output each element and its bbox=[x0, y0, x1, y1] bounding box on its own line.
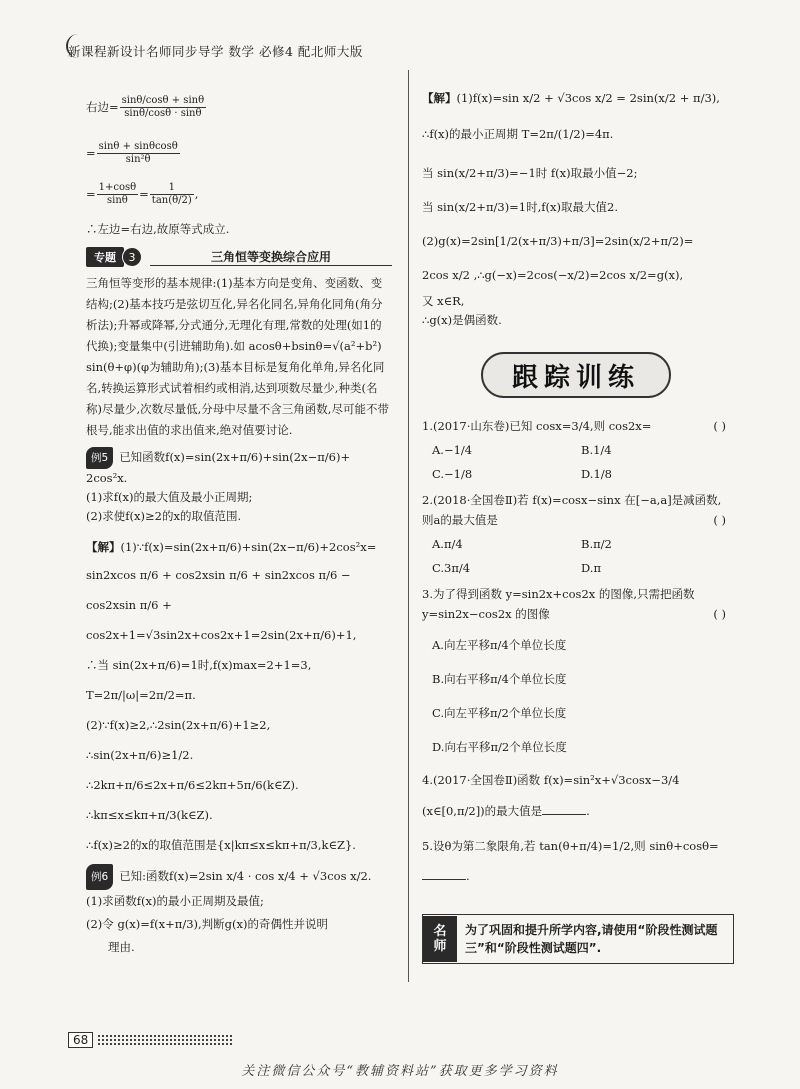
question-3-stem: 3.为了得到函数 y=sin2x+cos2x 的图像,只需把函数 y=sin2x−cos2x 的图像 bbox=[422, 587, 695, 621]
example-5-q2: (2)求使f(x)≥2的x的取值范围. bbox=[86, 509, 242, 523]
example-6-solution-tag: 【解】 bbox=[422, 91, 457, 105]
running-header: 新课程新设计名师同步导学 数学 必修4 配北师大版 bbox=[68, 44, 363, 59]
dotted-bar bbox=[97, 1034, 234, 1046]
example-6-sol-l2: ∴f(x)的最小正周期 T=2π/(1/2)=4π. bbox=[422, 127, 614, 141]
footer-watermark: 关注微信公众号“教辅资料站”获取更多学习资料 bbox=[241, 1064, 559, 1079]
example-6-q2: (2)令 g(x)=f(x+π/3),判断g(x)的奇偶性并说明 bbox=[86, 917, 328, 931]
option-d: D.1/8 bbox=[581, 467, 612, 481]
example-6-sol-l8: ∴g(x)是偶函数. bbox=[422, 313, 502, 327]
example-5-s8: ∴2kπ+π/6≤2x+π/6≤2kπ+5π/6(k∈Z). bbox=[86, 778, 299, 792]
proof-fraction-1: $\frac{\sin\theta/\cos\theta + \sin\theta}{\sin\theta/\cos\theta \cdot \sin\theta}$ bbox=[121, 94, 205, 119]
question-3 bbox=[422, 584, 730, 764]
answer-paren: ( ) bbox=[713, 513, 726, 527]
answer-paren: ( ) bbox=[713, 419, 726, 433]
tracking-practice-title: 跟踪训练 bbox=[481, 352, 671, 398]
question-2-stem: 2.(2018·全国卷Ⅱ)若 f(x)=cosx−sinx 在[−a,a]是减函数,则a的最大值是 bbox=[422, 493, 722, 527]
example-5-solution-tag: 【解】 bbox=[86, 540, 121, 554]
answer-paren: ( ) bbox=[713, 607, 726, 621]
question-1 bbox=[422, 416, 730, 484]
example-5-s4: ∴当 sin(2x+π/6)=1时,f(x)max=2+1=3, bbox=[86, 658, 312, 672]
example-6-sol-l4: 当 sin(x/2+π/3)=1时,f(x)取最大值2. bbox=[422, 200, 618, 214]
option-b: B.π/2 bbox=[581, 537, 612, 551]
example-6-q2-cont: 理由. bbox=[108, 940, 135, 954]
option-b: B.1/4 bbox=[581, 443, 612, 457]
option-c: C.向左平移π/2个单位长度 bbox=[432, 706, 567, 720]
option-a: A.π/4 bbox=[432, 537, 463, 551]
teacher-tip-box bbox=[422, 914, 734, 964]
right-column bbox=[422, 80, 730, 888]
proof-conclusion: ∴左边=右边,故原等式成立. bbox=[86, 222, 230, 236]
proof-fraction-2: $\frac{\sin\theta + \sin\theta\cos\theta}{\text{sin²θ}}$ bbox=[98, 140, 178, 165]
option-d: D.向右平移π/2个单位长度 bbox=[432, 740, 567, 754]
example-5-s3: cos2x+1=√3sin2x+cos2x+1=2sin(2x+π/6)+1, bbox=[86, 628, 357, 642]
page-number-bar bbox=[68, 1030, 234, 1050]
section-intro: 三角恒等变形的基本规律:(1)基本方向是变角、变函数、变结构;(2)基本技巧是弦切互化,异名化同名,异角化同角(角分析法);升幂或降幂,分式通分,无理化有理,常数的处理(如1的代换);变量集中(引进辅助角).如 acosθ+bsinθ=√(a²+b²) sin(θ+φ)(φ为辅助角);(3)基本目标是复角化单角,异名化同名,转换运算形式试着相约或相消,达到项数尽量少,种类(名称)尽量少,次数尽量低,分母中尽量不含三角函数,尽可能不带根号,能求出值的求出值来,绝对值要讨论. bbox=[86, 276, 389, 437]
example-5-s1: (1)∵f(x)=sin(2x+π/6)+sin(2x−π/6)+2cos²x= bbox=[120, 540, 377, 554]
example-5 bbox=[86, 447, 392, 860]
option-c: C.3π/4 bbox=[432, 561, 471, 575]
section-title: 三角恒等变换综合应用 bbox=[150, 248, 392, 266]
option-a: A.−1/4 bbox=[432, 443, 473, 457]
example-5-s10: ∴f(x)≥2的x的取值范围是{x|kπ≤x≤kπ+π/3,k∈Z}. bbox=[86, 838, 356, 852]
proof-fraction-4: $\frac{1}{\tan(\theta/2)}$ bbox=[151, 181, 192, 206]
answer-blank bbox=[422, 879, 466, 880]
question-5-stem: 5.设θ为第二象限角,若 tan(θ+π/4)=1/2,则 sinθ+cosθ= bbox=[422, 839, 719, 853]
teacher-tip-text: 为了巩固和提升所学内容,请使用“阶段性测试题三”和“阶段性测试题四”. bbox=[465, 923, 718, 955]
example-5-s6: (2)∵f(x)≥2,∴2sin(2x+π/6)+1≥2, bbox=[86, 718, 271, 732]
teacher-badge: 名 师 bbox=[423, 916, 457, 962]
question-4-stem: 4.(2017·全国卷Ⅱ)函数 f(x)=sin²x+√3cosx−3/4 bbox=[422, 773, 680, 787]
answer-blank bbox=[542, 814, 586, 815]
proof-rhs-label: 右边= bbox=[86, 99, 119, 114]
example-6-sol-l7: 又 x∈R, bbox=[422, 294, 465, 308]
example-5-q1: (1)求f(x)的最大值及最小正周期; bbox=[86, 490, 253, 504]
question-4-stem-cont: (x∈[0,π/2])的最大值是 bbox=[422, 804, 543, 818]
section-heading bbox=[86, 247, 392, 267]
proof-block: 右边= $\frac{\sin\theta/\cos\theta + \sin\theta}{\sin\theta/\cos\theta \cdot \sin\theta}$ = $\frac{\sin\theta + \sin\theta\cos\theta}{\text{sin²θ}}$ = $\frac{1+\cos\theta}{\sin\theta}$ = $\frac{1}{\tan(\theta/2)}$ , ∴左边=右边,故原等式成立. bbox=[86, 80, 392, 239]
option-c: C.−1/8 bbox=[432, 467, 473, 481]
example-6-sol-l3: 当 sin(x/2+π/3)=−1时 f(x)取最小值−2; bbox=[422, 166, 638, 180]
example-5-s2: sin2xcos π/6 + cos2xsin π/6 + sin2xcos π/6 − cos2xsin π/6 + bbox=[86, 568, 351, 612]
question-4: 4.(2017·全国卷Ⅱ)函数 f(x)=sin²x+√3cosx−3/4 (x∈[0,π/2])的最大值是 . bbox=[422, 770, 730, 826]
option-b: B.向右平移π/4个单位长度 bbox=[432, 672, 567, 686]
column-divider bbox=[408, 70, 409, 982]
example-6-q1: (1)求函数f(x)的最小正周期及最值; bbox=[86, 894, 264, 908]
example-6-sol-l5: (2)g(x)=2sin[1/2(x+π/3)+π/3]=2sin(x/2+π/2)= bbox=[422, 234, 694, 248]
section-number: 3 bbox=[122, 247, 142, 267]
example-6-sol-l6: 2cos x/2 ,∴g(−x)=2cos(−x/2)=2cos x/2=g(x), bbox=[422, 268, 684, 282]
proof-fraction-3: $\frac{1+\cos\theta}{\sin\theta}$ bbox=[98, 181, 137, 206]
example-5-stem-cont: 2cos²x. bbox=[86, 471, 128, 485]
example-6-tag: 例6 bbox=[86, 864, 113, 890]
example-6-sol-l1: (1)f(x)=sin x/2 + √3cos x/2 = 2sin(x/2 + π/3), bbox=[456, 91, 720, 105]
example-5-s9: ∴kπ≤x≤kπ+π/3(k∈Z). bbox=[86, 808, 213, 822]
question-2 bbox=[422, 490, 730, 578]
option-d: D.π bbox=[581, 561, 602, 575]
example-6 bbox=[86, 864, 392, 958]
example-5-s7: ∴sin(2x+π/6)≥1/2. bbox=[86, 748, 194, 762]
example-5-stem: 已知函数f(x)=sin(2x+π/6)+sin(2x−π/6)+ bbox=[119, 450, 351, 464]
option-a: A.向左平移π/4个单位长度 bbox=[432, 638, 567, 652]
question-1-stem: 1.(2017·山东卷)已知 cosx=3/4,则 cos2x= bbox=[422, 419, 652, 433]
page-number: 68 bbox=[68, 1032, 93, 1048]
question-5: 5.设θ为第二象限角,若 tan(θ+π/4)=1/2,则 sinθ+cosθ= . bbox=[422, 832, 730, 886]
example-5-tag: 例5 bbox=[86, 447, 113, 469]
example-6-solution bbox=[422, 84, 730, 330]
example-5-s5: T=2π/|ω|=2π/2=π. bbox=[86, 688, 196, 702]
section-tag: 专题 bbox=[86, 247, 124, 267]
left-column bbox=[86, 80, 392, 958]
example-6-stem: 已知:函数f(x)=2sin x/4 · cos x/4 + √3cos x/2. bbox=[119, 869, 372, 883]
